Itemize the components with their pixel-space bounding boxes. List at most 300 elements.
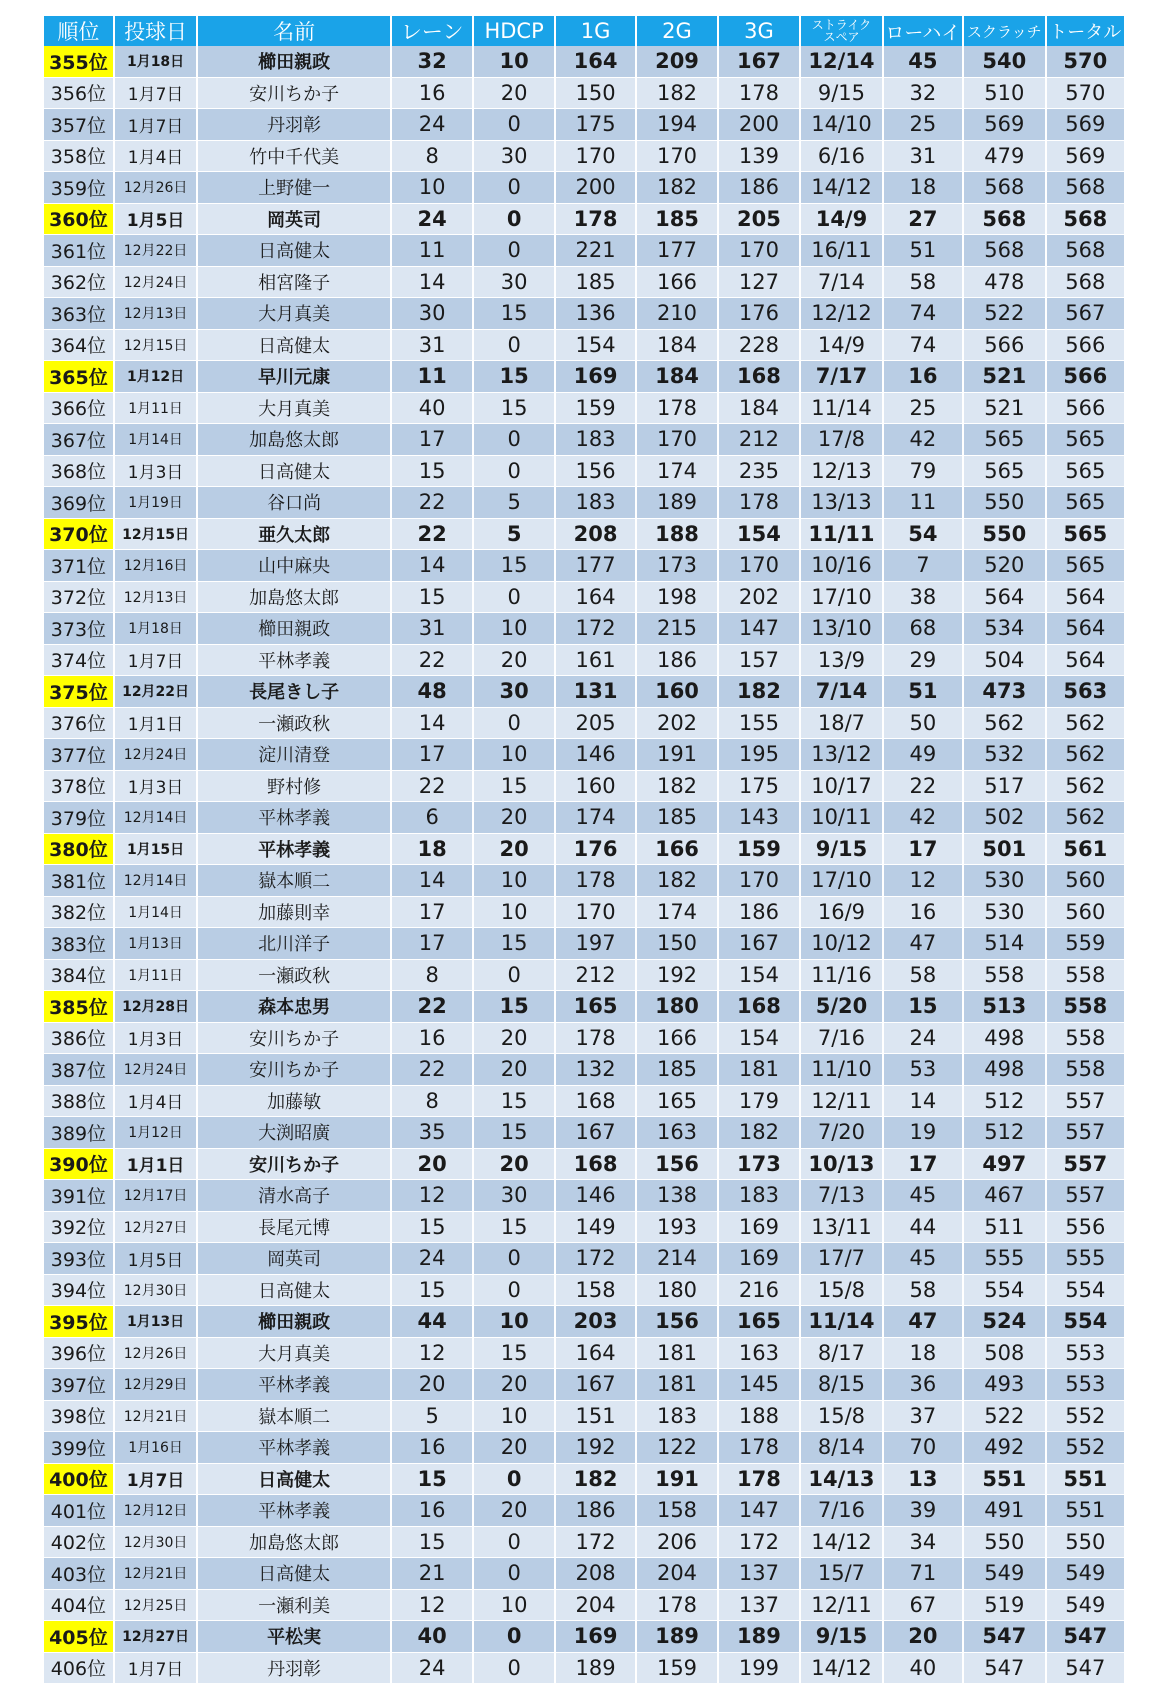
name-cell: 日高健太	[197, 235, 391, 267]
name-cell: 日高健太	[197, 329, 391, 361]
game-1-cell: 170	[555, 896, 636, 928]
name-cell: 清水高子	[197, 1180, 391, 1212]
name-cell: 大月真美	[197, 392, 391, 424]
date-cell: 12月21日	[114, 1400, 198, 1432]
game-3-cell: 147	[718, 1495, 801, 1527]
scratch-cell: 554	[963, 1274, 1046, 1306]
total-cell: 547	[1046, 1652, 1125, 1683]
date-cell: 1月12日	[114, 1117, 198, 1149]
name-cell: 上野健一	[197, 172, 391, 204]
strike-spare-cell: 9/15	[800, 833, 883, 865]
hdcp-cell: 15	[473, 1337, 554, 1369]
strike-spare-cell: 8/14	[800, 1432, 883, 1464]
hdcp-cell: 30	[473, 1180, 554, 1212]
low-high-cell: 24	[883, 1022, 963, 1054]
header-hdcp: HDCP	[473, 16, 554, 46]
scratch-cell: 508	[963, 1337, 1046, 1369]
total-cell: 558	[1046, 1022, 1125, 1054]
game-1-cell: 159	[555, 392, 636, 424]
low-high-cell: 25	[883, 109, 963, 141]
header-date: 投球日	[114, 16, 198, 46]
total-cell: 557	[1046, 1148, 1125, 1180]
rank-cell: 355位	[44, 46, 114, 77]
table-row	[44, 361, 1125, 393]
game-3-cell: 169	[718, 1243, 801, 1275]
game-1-cell: 200	[555, 172, 636, 204]
game-1-cell: 170	[555, 140, 636, 172]
lane-cell: 11	[391, 361, 474, 393]
rank-cell: 372位	[44, 581, 114, 613]
low-high-cell: 47	[883, 928, 963, 960]
strike-spare-cell: 10/16	[800, 550, 883, 582]
rank-cell: 399位	[44, 1432, 114, 1464]
game-3-cell: 172	[718, 1526, 801, 1558]
lane-cell: 16	[391, 1432, 474, 1464]
game-1-cell: 178	[555, 203, 636, 235]
date-cell: 1月15日	[114, 833, 198, 865]
table-row	[44, 550, 1125, 582]
lane-cell: 17	[391, 896, 474, 928]
hdcp-cell: 30	[473, 140, 554, 172]
hdcp-cell: 15	[473, 550, 554, 582]
lane-cell: 24	[391, 1652, 474, 1683]
rank-cell: 360位	[44, 203, 114, 235]
strike-spare-cell: 14/13	[800, 1463, 883, 1495]
game-1-cell: 169	[555, 1621, 636, 1653]
strike-spare-cell: 6/16	[800, 140, 883, 172]
scratch-cell: 566	[963, 329, 1046, 361]
table-row	[44, 613, 1125, 645]
date-cell: 12月14日	[114, 802, 198, 834]
strike-spare-cell: 8/15	[800, 1369, 883, 1401]
scratch-cell: 517	[963, 770, 1046, 802]
strike-spare-cell: 8/17	[800, 1337, 883, 1369]
strike-spare-cell: 10/17	[800, 770, 883, 802]
total-cell: 552	[1046, 1432, 1125, 1464]
date-cell: 12月30日	[114, 1274, 198, 1306]
game-1-cell: 178	[555, 1022, 636, 1054]
hdcp-cell: 15	[473, 991, 554, 1023]
total-cell: 565	[1046, 518, 1125, 550]
game-2-cell: 204	[636, 1558, 717, 1590]
game-2-cell: 181	[636, 1369, 717, 1401]
game-3-cell: 202	[718, 581, 801, 613]
scratch-cell: 530	[963, 865, 1046, 897]
rank-cell: 371位	[44, 550, 114, 582]
game-3-cell: 137	[718, 1558, 801, 1590]
scratch-cell: 532	[963, 739, 1046, 771]
name-cell: 北川洋子	[197, 928, 391, 960]
date-cell: 12月29日	[114, 1369, 198, 1401]
game-3-cell: 167	[718, 928, 801, 960]
hdcp-cell: 0	[473, 172, 554, 204]
scratch-cell: 550	[963, 1526, 1046, 1558]
game-1-cell: 169	[555, 361, 636, 393]
date-cell: 12月13日	[114, 298, 198, 330]
lane-cell: 24	[391, 1243, 474, 1275]
low-high-cell: 40	[883, 1652, 963, 1683]
strike-spare-cell: 12/13	[800, 455, 883, 487]
total-cell: 568	[1046, 266, 1125, 298]
game-3-cell: 216	[718, 1274, 801, 1306]
strike-spare-cell: 7/16	[800, 1495, 883, 1527]
strike-spare-cell: 14/12	[800, 1652, 883, 1683]
strike-spare-cell: 12/14	[800, 46, 883, 77]
game-2-cell: 185	[636, 1054, 717, 1086]
game-2-cell: 189	[636, 487, 717, 519]
lane-cell: 15	[391, 1463, 474, 1495]
lane-cell: 35	[391, 1117, 474, 1149]
game-2-cell: 156	[636, 1148, 717, 1180]
game-3-cell: 235	[718, 455, 801, 487]
hdcp-cell: 20	[473, 1022, 554, 1054]
game-2-cell: 138	[636, 1180, 717, 1212]
score-ranking-sheet	[44, 16, 1126, 1683]
lane-cell: 15	[391, 1211, 474, 1243]
game-1-cell: 146	[555, 1180, 636, 1212]
low-high-cell: 74	[883, 298, 963, 330]
game-3-cell: 154	[718, 1022, 801, 1054]
hdcp-cell: 15	[473, 361, 554, 393]
table-row	[44, 1337, 1125, 1369]
hdcp-cell: 30	[473, 266, 554, 298]
table-row	[44, 1180, 1125, 1212]
game-1-cell: 146	[555, 739, 636, 771]
date-cell: 1月14日	[114, 424, 198, 456]
table-row	[44, 1495, 1125, 1527]
game-1-cell: 161	[555, 644, 636, 676]
date-cell: 12月14日	[114, 865, 198, 897]
scratch-cell: 520	[963, 550, 1046, 582]
game-1-cell: 149	[555, 1211, 636, 1243]
game-2-cell: 180	[636, 991, 717, 1023]
date-cell: 12月17日	[114, 1180, 198, 1212]
low-high-cell: 29	[883, 644, 963, 676]
game-1-cell: 164	[555, 46, 636, 77]
game-2-cell: 194	[636, 109, 717, 141]
table-row	[44, 959, 1125, 991]
rank-cell: 363位	[44, 298, 114, 330]
low-high-cell: 42	[883, 802, 963, 834]
hdcp-cell: 0	[473, 1621, 554, 1653]
date-cell: 1月7日	[114, 77, 198, 109]
name-cell: 平林孝義	[197, 644, 391, 676]
lane-cell: 14	[391, 266, 474, 298]
strike-spare-cell: 7/14	[800, 676, 883, 708]
game-1-cell: 164	[555, 1337, 636, 1369]
game-1-cell: 151	[555, 1400, 636, 1432]
name-cell: 山中麻央	[197, 550, 391, 582]
game-3-cell: 178	[718, 77, 801, 109]
game-1-cell: 197	[555, 928, 636, 960]
rank-cell: 398位	[44, 1400, 114, 1432]
table-row	[44, 928, 1125, 960]
hdcp-cell: 10	[473, 896, 554, 928]
table-row	[44, 392, 1125, 424]
strike-spare-cell: 14/10	[800, 109, 883, 141]
game-3-cell: 169	[718, 1211, 801, 1243]
table-row	[44, 865, 1125, 897]
total-cell: 558	[1046, 959, 1125, 991]
header-strike-spare	[800, 16, 883, 46]
game-3-cell: 182	[718, 1117, 801, 1149]
scratch-cell: 521	[963, 361, 1046, 393]
lane-cell: 31	[391, 329, 474, 361]
game-1-cell: 182	[555, 1463, 636, 1495]
strike-spare-cell: 9/15	[800, 77, 883, 109]
low-high-cell: 79	[883, 455, 963, 487]
lane-cell: 6	[391, 802, 474, 834]
strike-spare-cell: 7/13	[800, 1180, 883, 1212]
total-cell: 551	[1046, 1463, 1125, 1495]
scratch-cell: 565	[963, 455, 1046, 487]
total-cell: 553	[1046, 1369, 1125, 1401]
scratch-cell: 519	[963, 1589, 1046, 1621]
hdcp-cell: 10	[473, 1400, 554, 1432]
name-cell: 一瀬政秋	[197, 959, 391, 991]
rank-cell: 404位	[44, 1589, 114, 1621]
strike-spare-cell: 12/11	[800, 1085, 883, 1117]
hdcp-cell: 10	[473, 865, 554, 897]
name-cell: 竹中千代美	[197, 140, 391, 172]
game-2-cell: 193	[636, 1211, 717, 1243]
low-high-cell: 20	[883, 1621, 963, 1653]
game-2-cell: 170	[636, 424, 717, 456]
game-2-cell: 198	[636, 581, 717, 613]
low-high-cell: 19	[883, 1117, 963, 1149]
strike-spare-cell: 11/14	[800, 392, 883, 424]
total-cell: 552	[1046, 1400, 1125, 1432]
total-cell: 568	[1046, 235, 1125, 267]
hdcp-cell: 20	[473, 77, 554, 109]
date-cell: 1月7日	[114, 109, 198, 141]
game-2-cell: 182	[636, 770, 717, 802]
low-high-cell: 58	[883, 959, 963, 991]
date-cell: 1月3日	[114, 770, 198, 802]
game-2-cell: 182	[636, 865, 717, 897]
rank-cell: 374位	[44, 644, 114, 676]
lane-cell: 31	[391, 613, 474, 645]
date-cell: 1月1日	[114, 1148, 198, 1180]
hdcp-cell: 0	[473, 707, 554, 739]
total-cell: 566	[1046, 392, 1125, 424]
scratch-cell: 498	[963, 1054, 1046, 1086]
game-3-cell: 157	[718, 644, 801, 676]
game-2-cell: 160	[636, 676, 717, 708]
scratch-cell: 497	[963, 1148, 1046, 1180]
total-cell: 549	[1046, 1558, 1125, 1590]
table-row	[44, 46, 1125, 77]
game-2-cell: 178	[636, 392, 717, 424]
game-1-cell: 154	[555, 329, 636, 361]
scratch-cell: 504	[963, 644, 1046, 676]
rank-cell: 392位	[44, 1211, 114, 1243]
total-cell: 555	[1046, 1243, 1125, 1275]
rank-cell: 388位	[44, 1085, 114, 1117]
low-high-cell: 15	[883, 991, 963, 1023]
rank-cell: 365位	[44, 361, 114, 393]
table-row	[44, 1022, 1125, 1054]
name-cell: 長尾元博	[197, 1211, 391, 1243]
name-cell: 丹羽彰	[197, 1652, 391, 1683]
lane-cell: 16	[391, 77, 474, 109]
date-cell: 1月3日	[114, 1022, 198, 1054]
game-2-cell: 166	[636, 266, 717, 298]
table-row	[44, 109, 1125, 141]
hdcp-cell: 10	[473, 46, 554, 77]
name-cell: 安川ちか子	[197, 1148, 391, 1180]
rank-cell: 400位	[44, 1463, 114, 1495]
game-1-cell: 172	[555, 1526, 636, 1558]
hdcp-cell: 0	[473, 329, 554, 361]
rank-cell: 376位	[44, 707, 114, 739]
game-1-cell: 183	[555, 487, 636, 519]
game-3-cell: 147	[718, 613, 801, 645]
low-high-cell: 42	[883, 424, 963, 456]
game-1-cell: 158	[555, 1274, 636, 1306]
game-3-cell: 178	[718, 1463, 801, 1495]
game-1-cell: 189	[555, 1652, 636, 1683]
hdcp-cell: 20	[473, 833, 554, 865]
lane-cell: 22	[391, 1054, 474, 1086]
lane-cell: 17	[391, 739, 474, 771]
name-cell: 平林孝義	[197, 1495, 391, 1527]
strike-spare-cell: 17/8	[800, 424, 883, 456]
name-cell: 加島悠太郎	[197, 581, 391, 613]
name-cell: 嶽本順二	[197, 1400, 391, 1432]
lane-cell: 22	[391, 770, 474, 802]
lane-cell: 8	[391, 1085, 474, 1117]
game-3-cell: 137	[718, 1589, 801, 1621]
total-cell: 560	[1046, 896, 1125, 928]
low-high-cell: 45	[883, 46, 963, 77]
rank-cell: 390位	[44, 1148, 114, 1180]
strike-spare-cell: 13/11	[800, 1211, 883, 1243]
hdcp-cell: 5	[473, 518, 554, 550]
rank-cell: 389位	[44, 1117, 114, 1149]
table-body	[44, 46, 1125, 1683]
scratch-cell: 473	[963, 676, 1046, 708]
date-cell: 1月4日	[114, 1085, 198, 1117]
game-1-cell: 208	[555, 1558, 636, 1590]
name-cell: 平林孝義	[197, 802, 391, 834]
total-cell: 570	[1046, 46, 1125, 77]
date-cell: 12月24日	[114, 1054, 198, 1086]
low-high-cell: 17	[883, 1148, 963, 1180]
date-cell: 1月7日	[114, 644, 198, 676]
low-high-cell: 49	[883, 739, 963, 771]
scratch-cell: 547	[963, 1621, 1046, 1653]
table-row	[44, 329, 1125, 361]
date-cell: 12月13日	[114, 581, 198, 613]
total-cell: 558	[1046, 1054, 1125, 1086]
scratch-cell: 501	[963, 833, 1046, 865]
table-row	[44, 172, 1125, 204]
date-cell: 12月15日	[114, 518, 198, 550]
game-2-cell: 150	[636, 928, 717, 960]
game-1-cell: 205	[555, 707, 636, 739]
game-3-cell: 195	[718, 739, 801, 771]
table-row	[44, 1306, 1125, 1338]
game-3-cell: 178	[718, 487, 801, 519]
game-3-cell: 181	[718, 1054, 801, 1086]
game-2-cell: 163	[636, 1117, 717, 1149]
name-cell: 大月真美	[197, 1337, 391, 1369]
table-row	[44, 1054, 1125, 1086]
game-3-cell: 183	[718, 1180, 801, 1212]
date-cell: 12月25日	[114, 1589, 198, 1621]
table-row	[44, 140, 1125, 172]
name-cell: 日高健太	[197, 1463, 391, 1495]
low-high-cell: 27	[883, 203, 963, 235]
game-1-cell: 212	[555, 959, 636, 991]
hdcp-cell: 5	[473, 487, 554, 519]
low-high-cell: 45	[883, 1243, 963, 1275]
date-cell: 12月28日	[114, 991, 198, 1023]
scratch-cell: 510	[963, 77, 1046, 109]
name-cell: 長尾きし子	[197, 676, 391, 708]
name-cell: 加藤敏	[197, 1085, 391, 1117]
scratch-cell: 511	[963, 1211, 1046, 1243]
name-cell: 平林孝義	[197, 1432, 391, 1464]
rank-cell: 391位	[44, 1180, 114, 1212]
scratch-cell: 491	[963, 1495, 1046, 1527]
low-high-cell: 44	[883, 1211, 963, 1243]
scratch-cell: 498	[963, 1022, 1046, 1054]
name-cell: 森本忠男	[197, 991, 391, 1023]
game-1-cell: 185	[555, 266, 636, 298]
date-cell: 1月3日	[114, 455, 198, 487]
game-2-cell: 188	[636, 518, 717, 550]
game-2-cell: 177	[636, 235, 717, 267]
game-3-cell: 175	[718, 770, 801, 802]
game-1-cell: 172	[555, 1243, 636, 1275]
strike-spare-cell: 17/7	[800, 1243, 883, 1275]
name-cell: 加島悠太郎	[197, 1526, 391, 1558]
game-1-cell: 150	[555, 77, 636, 109]
score-ranking-table	[44, 16, 1126, 1683]
low-high-cell: 67	[883, 1589, 963, 1621]
low-high-cell: 13	[883, 1463, 963, 1495]
game-3-cell: 176	[718, 298, 801, 330]
rank-cell: 359位	[44, 172, 114, 204]
strike-spare-cell: 13/12	[800, 739, 883, 771]
hdcp-cell: 10	[473, 1589, 554, 1621]
name-cell: 平林孝義	[197, 1369, 391, 1401]
game-1-cell: 208	[555, 518, 636, 550]
lane-cell: 15	[391, 1274, 474, 1306]
name-cell: 谷口尚	[197, 487, 391, 519]
strike-spare-cell: 7/16	[800, 1022, 883, 1054]
lane-cell: 12	[391, 1180, 474, 1212]
total-cell: 564	[1046, 644, 1125, 676]
scratch-cell: 524	[963, 1306, 1046, 1338]
name-cell: 岡英司	[197, 1243, 391, 1275]
low-high-cell: 51	[883, 676, 963, 708]
game-1-cell: 172	[555, 613, 636, 645]
scratch-cell: 502	[963, 802, 1046, 834]
hdcp-cell: 0	[473, 581, 554, 613]
game-2-cell: 189	[636, 1621, 717, 1653]
game-1-cell: 186	[555, 1495, 636, 1527]
date-cell: 1月5日	[114, 1243, 198, 1275]
strike-spare-cell: 13/10	[800, 613, 883, 645]
rank-cell: 382位	[44, 896, 114, 928]
table-row	[44, 991, 1125, 1023]
low-high-cell: 58	[883, 266, 963, 298]
date-cell: 1月4日	[114, 140, 198, 172]
total-cell: 560	[1046, 865, 1125, 897]
